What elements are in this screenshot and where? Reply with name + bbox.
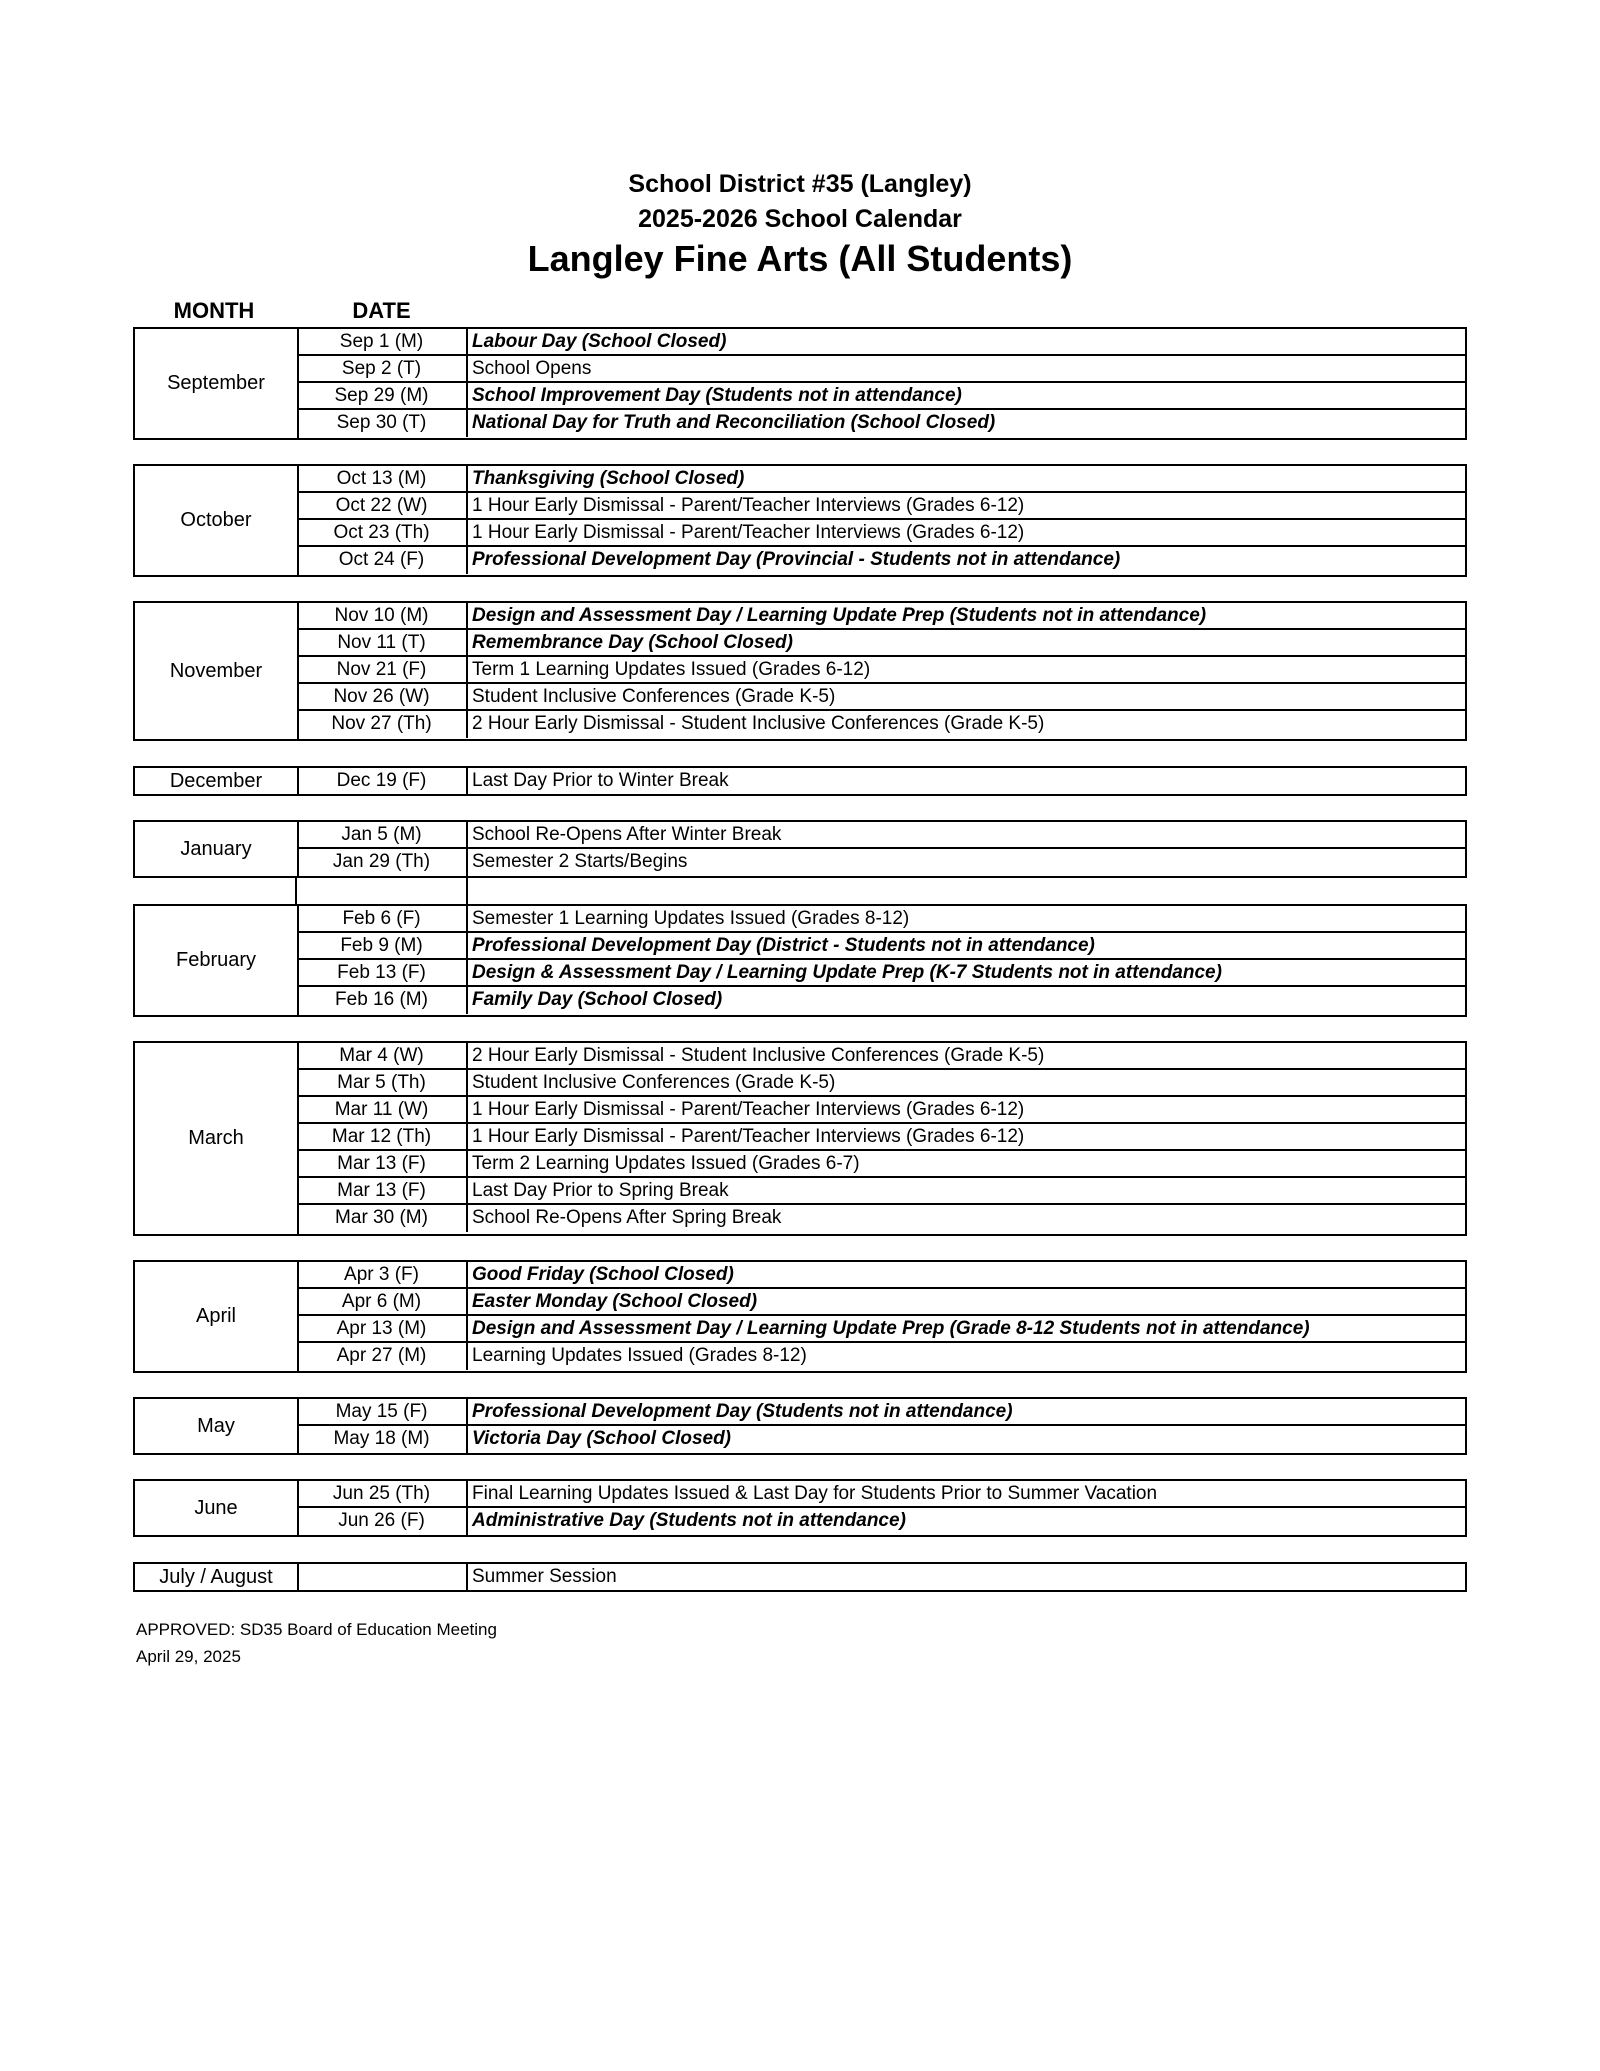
approval-note: APPROVED: SD35 Board of Education Meeting bbox=[136, 1620, 497, 1639]
event-cell: School Re-Opens After Winter Break bbox=[472, 824, 782, 845]
event-cell: Learning Updates Issued (Grades 8-12) bbox=[472, 1345, 807, 1366]
date-cell: Nov 21 (F) bbox=[297, 657, 468, 682]
table-row bbox=[297, 684, 1465, 711]
month-block-october bbox=[133, 464, 1467, 577]
event-cell: Labour Day (School Closed) bbox=[472, 331, 727, 352]
table-row bbox=[297, 520, 1465, 547]
date-cell: Oct 24 (F) bbox=[297, 547, 468, 574]
table-row bbox=[297, 768, 1465, 795]
table-row bbox=[297, 1070, 1465, 1097]
month-label: December bbox=[135, 768, 299, 794]
date-cell: Nov 10 (M) bbox=[297, 603, 468, 628]
table-row bbox=[297, 1151, 1465, 1178]
date-cell: Nov 27 (Th) bbox=[297, 711, 468, 738]
date-cell: Mar 13 (F) bbox=[297, 1178, 468, 1203]
date-cell: Mar 30 (M) bbox=[297, 1205, 468, 1232]
month-block-february bbox=[133, 904, 1467, 1017]
date-cell: Feb 9 (M) bbox=[297, 933, 468, 958]
event-cell: Term 2 Learning Updates Issued (Grades 6-7) bbox=[472, 1153, 860, 1174]
month-block-september bbox=[133, 327, 1467, 440]
date-column-gap bbox=[295, 876, 468, 906]
event-cell: Last Day Prior to Winter Break bbox=[472, 770, 729, 791]
table-row bbox=[297, 603, 1465, 630]
date-cell: Feb 13 (F) bbox=[297, 960, 468, 985]
table-row bbox=[297, 493, 1465, 520]
date-cell: Sep 2 (T) bbox=[297, 356, 468, 381]
month-label: February bbox=[135, 906, 299, 1015]
event-cell: Last Day Prior to Spring Break bbox=[472, 1180, 729, 1201]
table-row bbox=[297, 1343, 1465, 1370]
event-cell: Student Inclusive Conferences (Grade K-5) bbox=[472, 686, 836, 707]
table-row bbox=[297, 1289, 1465, 1316]
table-row bbox=[297, 1097, 1465, 1124]
date-cell: Dec 19 (F) bbox=[297, 768, 468, 795]
table-row bbox=[297, 1178, 1465, 1205]
event-cell: 2 Hour Early Dismissal - Student Inclusive Conferences (Grade K-5) bbox=[472, 713, 1045, 734]
date-cell: Oct 23 (Th) bbox=[297, 520, 468, 545]
event-cell: School Re-Opens After Spring Break bbox=[472, 1207, 782, 1228]
month-label: September bbox=[135, 329, 299, 438]
date-cell: Feb 6 (F) bbox=[297, 906, 468, 931]
date-cell: Jun 26 (F) bbox=[297, 1508, 468, 1535]
date-cell: Apr 27 (M) bbox=[297, 1343, 468, 1370]
table-row bbox=[297, 987, 1465, 1014]
date-cell bbox=[297, 1564, 468, 1591]
calendar-year-title: 2025-2026 School Calendar bbox=[638, 205, 962, 233]
event-cell: Victoria Day (School Closed) bbox=[472, 1428, 732, 1449]
date-cell: Nov 11 (T) bbox=[297, 630, 468, 655]
table-row bbox=[297, 630, 1465, 657]
event-cell: Term 1 Learning Updates Issued (Grades 6-12) bbox=[472, 659, 871, 680]
date-cell: Apr 13 (M) bbox=[297, 1316, 468, 1341]
table-row bbox=[297, 849, 1465, 876]
event-cell: Thanksgiving (School Closed) bbox=[472, 468, 745, 489]
table-row bbox=[297, 822, 1465, 849]
table-row bbox=[297, 1564, 1465, 1591]
event-cell: Summer Session bbox=[472, 1566, 617, 1587]
date-cell: Oct 13 (M) bbox=[297, 466, 468, 491]
date-cell: May 15 (F) bbox=[297, 1399, 468, 1424]
table-row bbox=[297, 1481, 1465, 1508]
date-cell: Mar 5 (Th) bbox=[297, 1070, 468, 1095]
event-cell: Easter Monday (School Closed) bbox=[472, 1291, 758, 1312]
table-row bbox=[297, 711, 1465, 738]
event-cell: Professional Development Day (Provincial - Students not in attendance) bbox=[472, 549, 1121, 570]
event-cell: Design and Assessment Day / Learning Update Prep (Students not in attendance) bbox=[472, 605, 1207, 626]
table-row bbox=[297, 657, 1465, 684]
event-cell: Remembrance Day (School Closed) bbox=[472, 632, 793, 653]
event-cell: 1 Hour Early Dismissal - Parent/Teacher Interviews (Grades 6-12) bbox=[472, 495, 1025, 516]
table-row bbox=[297, 466, 1465, 493]
table-row bbox=[297, 1508, 1465, 1535]
date-cell: Sep 30 (T) bbox=[297, 410, 468, 437]
date-column-header: DATE bbox=[352, 298, 411, 323]
event-cell: Professional Development Day (Students not in attendance) bbox=[472, 1401, 1013, 1422]
date-cell: Apr 6 (M) bbox=[297, 1289, 468, 1314]
month-block-june bbox=[133, 1479, 1467, 1537]
month-column-header: MONTH bbox=[173, 298, 255, 323]
table-row bbox=[297, 1399, 1465, 1426]
event-cell: National Day for Truth and Reconciliation (School Closed) bbox=[472, 412, 996, 433]
event-cell: 1 Hour Early Dismissal - Parent/Teacher Interviews (Grades 6-12) bbox=[472, 1126, 1025, 1147]
table-row bbox=[297, 1043, 1465, 1070]
month-block-july-august bbox=[133, 1562, 1467, 1592]
month-label: June bbox=[135, 1481, 299, 1535]
event-cell: Semester 1 Learning Updates Issued (Grades 8-12) bbox=[472, 908, 910, 929]
event-cell: Final Learning Updates Issued & Last Day for Students Prior to Summer Vacation bbox=[472, 1483, 1158, 1504]
table-row bbox=[297, 383, 1465, 410]
month-label: July / August bbox=[135, 1564, 299, 1590]
month-label: November bbox=[135, 603, 299, 739]
table-row bbox=[297, 1262, 1465, 1289]
date-cell: Nov 26 (W) bbox=[297, 684, 468, 709]
event-cell: 1 Hour Early Dismissal - Parent/Teacher Interviews (Grades 6-12) bbox=[472, 522, 1025, 543]
date-cell: Mar 12 (Th) bbox=[297, 1124, 468, 1149]
table-row bbox=[297, 356, 1465, 383]
date-cell: Sep 29 (M) bbox=[297, 383, 468, 408]
table-row bbox=[297, 1205, 1465, 1232]
date-cell: Sep 1 (M) bbox=[297, 329, 468, 354]
month-block-january bbox=[133, 820, 1467, 878]
date-cell: Mar 4 (W) bbox=[297, 1043, 468, 1068]
month-label: March bbox=[135, 1043, 299, 1234]
month-label: April bbox=[135, 1262, 299, 1371]
month-label: May bbox=[135, 1399, 299, 1453]
date-cell: Mar 11 (W) bbox=[297, 1097, 468, 1122]
event-cell: Family Day (School Closed) bbox=[472, 989, 723, 1010]
event-cell: 2 Hour Early Dismissal - Student Inclusive Conferences (Grade K-5) bbox=[472, 1045, 1045, 1066]
event-cell: Semester 2 Starts/Begins bbox=[472, 851, 688, 872]
event-cell: Good Friday (School Closed) bbox=[472, 1264, 734, 1285]
date-cell: Jun 25 (Th) bbox=[297, 1481, 468, 1506]
table-row bbox=[297, 410, 1465, 437]
table-row bbox=[297, 933, 1465, 960]
event-cell: Student Inclusive Conferences (Grade K-5) bbox=[472, 1072, 836, 1093]
date-cell: Oct 22 (W) bbox=[297, 493, 468, 518]
event-cell: Design and Assessment Day / Learning Update Prep (Grade 8-12 Students not in attendance) bbox=[472, 1318, 1310, 1339]
table-row bbox=[297, 1426, 1465, 1453]
month-block-march bbox=[133, 1041, 1467, 1236]
event-cell: Design & Assessment Day / Learning Update Prep (K-7 Students not in attendance) bbox=[472, 962, 1222, 983]
table-row bbox=[297, 1316, 1465, 1343]
table-row bbox=[297, 906, 1465, 933]
event-cell: School Opens bbox=[472, 358, 592, 379]
district-title: School District #35 (Langley) bbox=[628, 170, 972, 198]
date-cell: Mar 13 (F) bbox=[297, 1151, 468, 1176]
date-cell: Jan 5 (M) bbox=[297, 822, 468, 847]
month-block-may bbox=[133, 1397, 1467, 1455]
month-block-april bbox=[133, 1260, 1467, 1373]
school-title: Langley Fine Arts (All Students) bbox=[527, 238, 1073, 279]
date-cell: Feb 16 (M) bbox=[297, 987, 468, 1014]
table-row bbox=[297, 329, 1465, 356]
table-row bbox=[297, 1124, 1465, 1151]
event-cell: Administrative Day (Students not in attendance) bbox=[472, 1510, 906, 1531]
date-cell: May 18 (M) bbox=[297, 1426, 468, 1453]
table-row bbox=[297, 960, 1465, 987]
event-cell: School Improvement Day (Students not in attendance) bbox=[472, 385, 962, 406]
table-row bbox=[297, 547, 1465, 574]
event-cell: 1 Hour Early Dismissal - Parent/Teacher Interviews (Grades 6-12) bbox=[472, 1099, 1025, 1120]
date-cell: Jan 29 (Th) bbox=[297, 849, 468, 876]
event-cell: Professional Development Day (District - Students not in attendance) bbox=[472, 935, 1095, 956]
date-cell: Apr 3 (F) bbox=[297, 1262, 468, 1287]
month-block-november bbox=[133, 601, 1467, 741]
month-label: October bbox=[135, 466, 299, 575]
month-label: January bbox=[135, 822, 299, 876]
month-block-december bbox=[133, 766, 1467, 796]
approval-date: April 29, 2025 bbox=[136, 1647, 241, 1666]
